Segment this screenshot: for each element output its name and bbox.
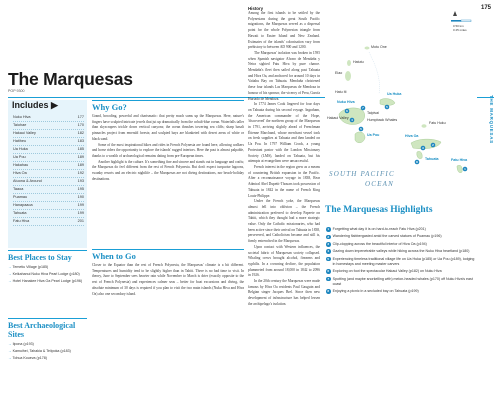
best-arch <box>8 318 87 362</box>
when-go-rule <box>92 249 244 250</box>
svg-text:1: 1 <box>464 167 466 172</box>
history-paragraph: French interest in the region grew as a means of countering British expansion in the Pacific. After a reconnaissance voyage in 1838, Rear Admiral Abel Dupetit-Thouars took possession of Tahuata in 1842 in the name of French King Louis-Philippe. <box>248 164 320 198</box>
motu-one-island <box>365 47 370 50</box>
includes-item-page: 189 <box>77 163 84 167</box>
includes-item[interactable] <box>13 178 84 186</box>
history-title: History <box>248 6 264 11</box>
includes-item-name: Fatu Hiva <box>13 219 30 223</box>
best-places-rule <box>8 250 87 251</box>
best-arch-title: Best Archaeological Sites <box>8 321 76 339</box>
why-go-paragraph: Grand, brooding, powerful and charismatic: that pretty much sums up the Marquesas. Here, nature's fingers have sculpted intricate jewels that jut up dramatically from the cobalt-blue ocean. Waterfalls taller than skyscrapers trickle down vertical canyons; the ocean thrashes towering sea cliffs; sharp basalt pinnacles project from emerald forests; and sculpted bays are blanketed with desert areas of white or black sand. <box>92 114 244 141</box>
map-scale-km: 0 50 km <box>453 24 464 28</box>
highlight-text: Spotting (and maybe snorkelling with) melon-headed whales (p170) off Nuku Hiva's east coast <box>332 276 473 286</box>
label-hatu-iti: Hatu Iti <box>335 90 347 94</box>
label-eiao: Eiao <box>335 71 343 75</box>
includes-item-name: Hakahau <box>13 163 29 167</box>
highlight-item <box>326 227 476 232</box>
history-paragraph: Upon contact with Western influences, the societal fabric of Marquesan society collapsed. Whaling crews brought alcohol, firearms and syphilis. In a crowning decline, the population plummeted from around 18,000 in 1842 to 2096 in 1926. <box>248 244 320 278</box>
highlight-item <box>326 257 476 267</box>
highlight-text: Enjoying a picnic in a secluded bay on Tahuata (p199) <box>332 289 419 294</box>
highlight-number-icon: 1 <box>327 227 330 232</box>
highlight-text: Clip-clopping across the beautiful interior of Hiva Oa (p194) <box>332 241 427 246</box>
includes-title: Includes ▶ <box>12 100 58 110</box>
includes-item-name: Hatiheu <box>13 139 27 143</box>
includes-item[interactable] <box>13 122 84 130</box>
includes-item-page: 201 <box>77 219 84 223</box>
why-go-rule <box>92 100 244 101</box>
best-places-item-label: Temetiu Village (p185) <box>12 265 49 269</box>
includes-item[interactable] <box>13 154 84 162</box>
includes-item-name: Hakaui Valley <box>13 131 36 135</box>
svg-text:3: 3 <box>422 146 424 151</box>
why-go-paragraph: Another highlight is the culture. It's something fine and sincere and stands out in language and crafts; the Marquesas do feel different from the rest of French Polynesia. But don't expect turquoise lagoons, swanky resorts and an electric nightlife – the Marquesas are not diving destinations, nor beach-holiday destinations. <box>92 159 244 181</box>
best-arch-item-label: Iipona (p193) <box>12 342 34 346</box>
highlights-list <box>326 227 476 297</box>
map-scale-mi: 0 25 miles <box>453 28 467 32</box>
includes-item[interactable] <box>13 162 84 170</box>
includes-box <box>8 100 87 248</box>
best-arch-item[interactable] <box>8 355 87 362</box>
includes-item-page: 170 <box>77 123 84 127</box>
best-arch-item-label: Kamuihei, Tahakia & Teiipoka (p183) <box>12 349 71 353</box>
best-places <box>8 250 87 285</box>
includes-item-name: Tahuata <box>13 211 27 215</box>
label-motu-one: Motu One <box>371 45 387 49</box>
includes-item[interactable] <box>13 218 84 226</box>
why-go-section <box>92 100 244 182</box>
chapter-title: The Marquesas <box>8 69 133 89</box>
arrow-icon: → <box>8 342 13 346</box>
history-paragraph: Under the French yoke, the Marquesas almost fell into oblivion – the French administration preferred to develop Papeete on Tahiti, which they thought had a more strategic value. Only the Catholic missionaries, who had been active since their arrival on Tahuata in 1838, persevered, and Catholicism became and still is, firmly entrenched in the Marquesas. <box>248 199 320 244</box>
includes-item-name: Taiohae <box>13 123 27 127</box>
highlight-number-icon: 2 <box>327 234 330 239</box>
highlight-item <box>326 269 476 274</box>
highlight-item <box>326 234 476 239</box>
history-body <box>248 11 320 308</box>
arrow-icon: → <box>8 265 13 269</box>
highlight-number-icon: 7 <box>327 276 330 281</box>
hatutu-island <box>347 60 351 66</box>
includes-item-name: Taaoa <box>13 187 24 191</box>
label-hatutu: Hatutu <box>353 60 364 64</box>
arrow-icon: → <box>8 349 13 353</box>
includes-item-page: 193 <box>77 179 84 183</box>
includes-item[interactable] <box>13 138 84 146</box>
when-go-title: When to Go <box>92 251 136 261</box>
when-go-body <box>92 263 244 297</box>
arrow-icon: → <box>8 272 13 276</box>
history-paragraph: The Marquesas' isolation was broken in 1595 when Spanish navigator Alvaro de Mendaña y Neira sighted Fatu Hiva by pure chance. Mendaña's fleet then sailed along past Tahuata and Hiva Oa, and anchored for around 10 days in Vaitahu Bay on Tahuata. Mendaña christened these four islands Las Marquesas de Mendoza in honour of his sponsor, the viceroy of Peru, García Hurtado de Mendoza. <box>248 50 320 101</box>
includes-item[interactable] <box>13 194 84 202</box>
label-fatu-huku: Fatu Huku <box>429 121 446 125</box>
includes-item[interactable] <box>13 186 84 194</box>
includes-item-page: 183 <box>77 139 84 143</box>
label-taipivai: Taipivai <box>367 111 379 115</box>
highlights-title: The Marquesas Highlights <box>325 205 433 215</box>
history-paragraph: In the 20th century the Marquesas were made famous by Hiva Oa residents Paul Gauguin and Belgian singer Jacques Brel. Since then new development of infrastructure has helped lessen the archipelago's isolation. <box>248 279 320 306</box>
why-go-title: Why Go? <box>92 102 127 112</box>
best-places-item-label: Keikahanui Nuku Hiva Pearl Lodge (p180) <box>12 272 80 276</box>
map <box>325 8 477 202</box>
includes-item-name: Hiva Oa <box>13 171 27 175</box>
includes-item-name: Puamau <box>13 195 28 199</box>
highlight-text: Gazing down impenetrable valleys while hiking across the Nuku Hiva heartland (p180) <box>332 249 470 254</box>
history-section <box>248 6 320 406</box>
highlight-number-icon: 3 <box>327 241 330 246</box>
includes-item[interactable] <box>13 114 84 122</box>
includes-item-page: 199 <box>77 211 84 215</box>
highlight-number-icon: 5 <box>327 256 330 261</box>
includes-item-name: Nuku Hiva <box>13 115 31 119</box>
label-hakaui: Hakaui Valley <box>327 116 349 120</box>
best-arch-rule <box>8 318 87 319</box>
highlight-item <box>326 289 476 294</box>
includes-item[interactable] <box>13 210 84 218</box>
ocean-label-1: SOUTH PACIFIC <box>329 170 395 178</box>
highlight-number-icon: 4 <box>327 249 330 254</box>
best-places-item[interactable] <box>8 271 87 278</box>
best-arch-list <box>8 341 87 362</box>
best-places-title: Best Places to Stay <box>8 253 72 262</box>
includes-item[interactable] <box>13 130 84 138</box>
includes-item-page: 185 <box>77 147 84 151</box>
label-fatu-hiva: Fatu Hiva <box>451 158 468 162</box>
highlight-item <box>326 277 476 287</box>
when-go-paragraph: Closer to the Equator than the rest of French Polynesia, the Marquesas' climate is a bit different. Temperatures and humidity tend to be slightly higher than in Tahiti. There is no bad time to visit. In theory, June to September sees heavier rain while November to March is drier (exactly opposite to the rest of French Polynesia) and experiences calmer seas – better for boat excursions and diving, the absolute minimum of 30 days is required if you plan to visit the two main islands (Nuku Hiva and Hiva Oa) also one secondary island. <box>92 263 244 296</box>
includes-item-name: Atuona & Around <box>13 179 42 183</box>
when-go-section <box>92 249 244 297</box>
svg-text:6: 6 <box>346 109 348 114</box>
page-number: 175 <box>480 5 491 11</box>
population: POP 9300 <box>8 89 25 93</box>
highlight-text: Experiencing timeless traditional village life on Ua Huka (p185) or Ua Pou (p189), lodging in homestays and meeting master carvers <box>332 256 475 266</box>
highlight-text: Wandering flabbergasted amid the carved statues of Puamau (p196) <box>332 234 442 239</box>
best-places-item[interactable] <box>8 264 87 271</box>
label-ua-huka: Ua Huka <box>387 92 402 96</box>
includes-item-page: 189 <box>77 155 84 159</box>
includes-item-page: 199 <box>77 203 84 207</box>
includes-item[interactable] <box>13 202 84 210</box>
best-places-item-label: Hotel Hanakee Hiva Oa Pearl Lodge (p196) <box>12 279 83 283</box>
best-places-item[interactable] <box>8 278 87 285</box>
label-nuku-hiva: Nuku Hiva <box>337 100 355 104</box>
eiao-island <box>345 71 351 81</box>
includes-item-name: Hanapaaoa <box>13 203 33 207</box>
chapter-edge-label: THE MARQUESAS <box>489 95 494 144</box>
includes-item-page: 195 <box>77 187 84 191</box>
why-go-paragraph: Some of the most inspirational hikes and rides in French Polynesia are found here, allowing walkers and horse riders the opportunity to explore the islands' rugged interiors. Here the past is almost palpable, thanks to a wealth of archaeological remains dating from pre-European times. <box>92 142 244 158</box>
highlight-text: Forgetting what day it is on hard-to-reach Fatu Hiva (p201) <box>332 227 426 231</box>
svg-text:4: 4 <box>351 118 353 123</box>
label-tahuata: Tahuata <box>425 157 439 161</box>
label-ua-pou: Ua Pou <box>367 133 380 137</box>
history-paragraph: Among the first islands to be settled by the Polynesians during the great South Pacific migrations, the Marquesas served as a dispersal point for the whole Polynesian triangle from Hawaii to Easter Island and New Zealand. Estimates of the islands' colonisation vary from prehistory to between AD 900 and 1200. <box>248 11 320 50</box>
best-arch-item[interactable] <box>8 348 87 355</box>
includes-item-page: 177 <box>77 115 84 119</box>
highlight-item <box>326 242 476 247</box>
label-humpback: Humpback Whales <box>367 118 398 122</box>
why-go-body <box>92 114 244 182</box>
arrow-icon: → <box>8 279 13 283</box>
scale-bar <box>451 20 471 22</box>
arrow-icon: → <box>8 356 13 360</box>
svg-text:7: 7 <box>362 106 364 111</box>
label-hiva-oa: Hiva Oa <box>405 134 419 138</box>
svg-text:5: 5 <box>360 127 362 132</box>
svg-text:8: 8 <box>416 160 418 165</box>
best-arch-item[interactable] <box>8 341 87 348</box>
includes-item[interactable] <box>13 170 84 178</box>
includes-item[interactable] <box>13 146 84 154</box>
includes-list <box>13 114 84 226</box>
highlight-item <box>326 249 476 254</box>
highlight-text: Exploring on foot the spectacular Hakaui Valley (p182) on Nuku Hiva <box>332 269 442 274</box>
fatu-huku-island <box>422 124 427 128</box>
highlight-number-icon: 8 <box>327 289 330 294</box>
svg-text:2: 2 <box>432 143 434 148</box>
includes-item-page: 190 <box>77 195 84 199</box>
svg-text:5: 5 <box>386 105 388 110</box>
includes-item-page: 192 <box>77 171 84 175</box>
best-places-list <box>8 264 87 285</box>
best-arch-item-label: Tohua Koueva (p178) <box>12 356 47 360</box>
includes-item-name: Ua Huka <box>13 147 28 151</box>
includes-item-name: Ua Pou <box>13 155 26 159</box>
includes-item-page: 182 <box>77 131 84 135</box>
ocean-label-2: OCEAN <box>365 180 394 188</box>
history-paragraph: In 1774 James Cook lingered for four days on Tahuata during his second voyage. Ingraham, the American commander of the Hope, 'discovered' the northern group of the Marquesas in 1791, arriving slightly ahead of Frenchman Étienne Marchand, whose merchant vessel took on fresh supplies at Tahuata and then landed on Ua Pou. In 1797 William Crook, a young Protestant pastor with the London Missionary Society (LMS), landed on Tahuata, but his attempts at evangelism were unsuccessful. <box>248 102 320 164</box>
highlight-number-icon: 6 <box>327 269 330 274</box>
